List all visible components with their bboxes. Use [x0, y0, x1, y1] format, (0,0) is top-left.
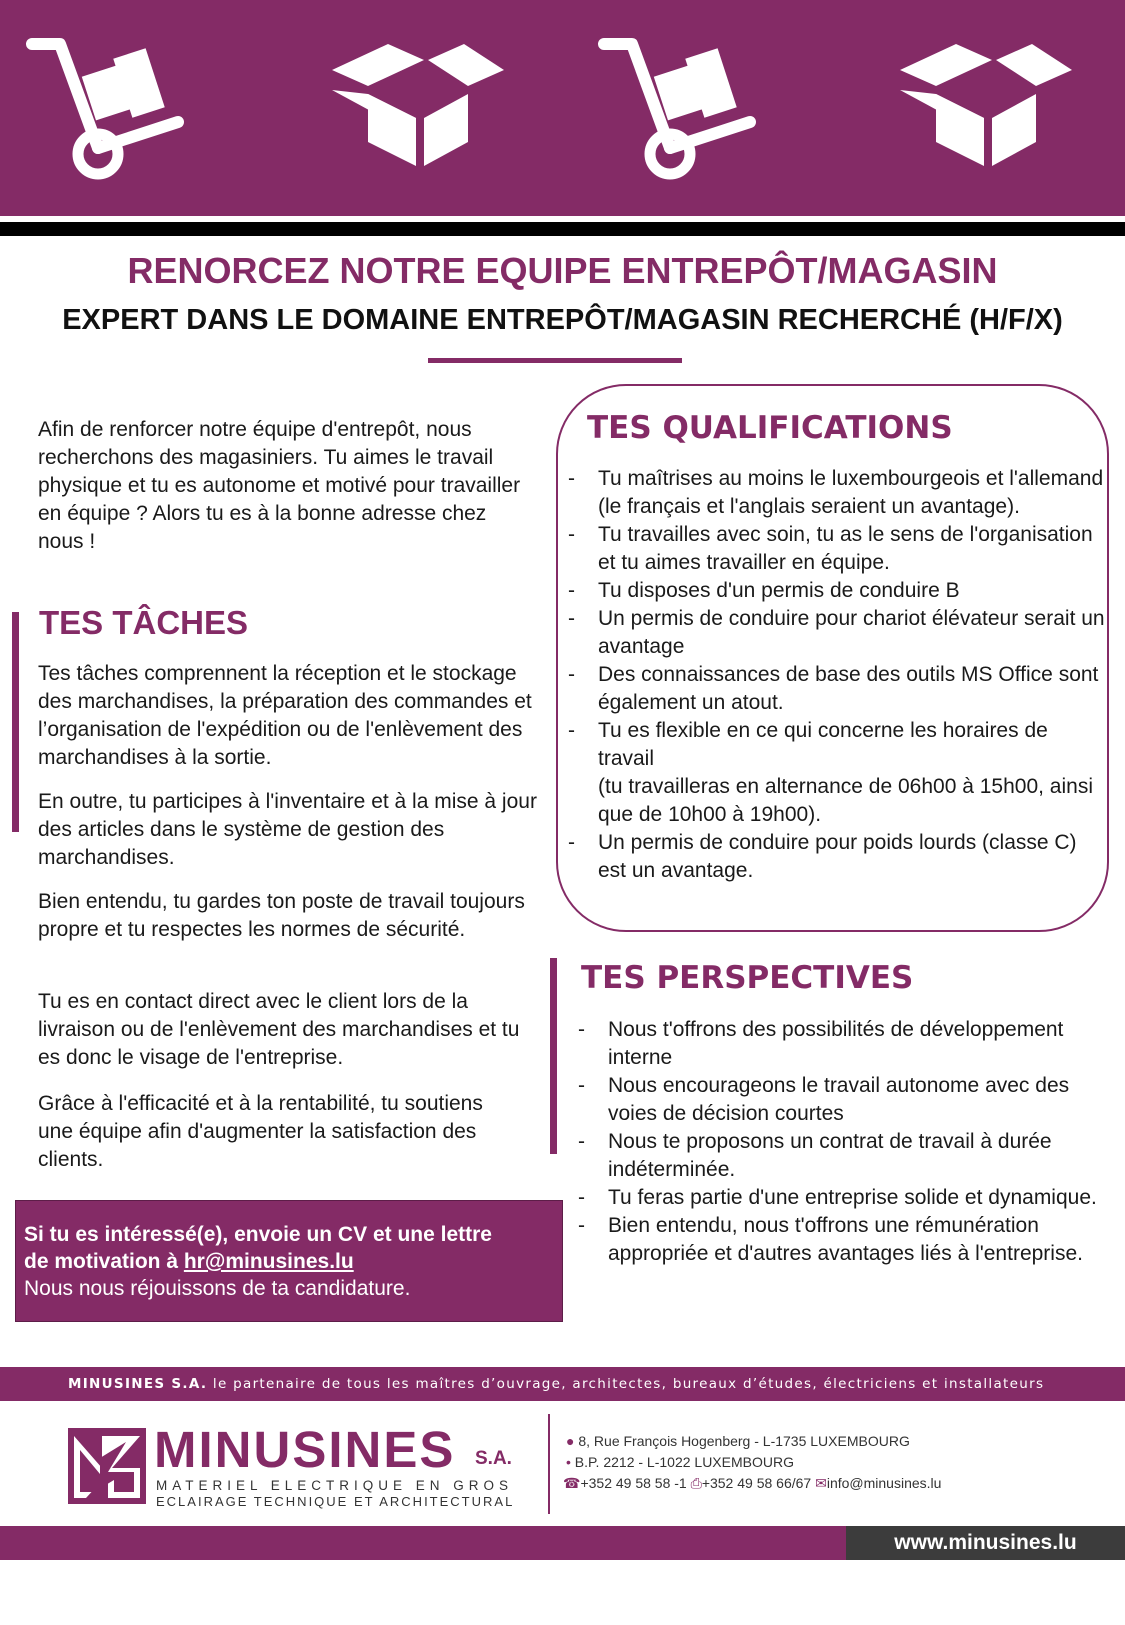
- list-item: - Tu es flexible en ce qui concerne les horaires de travail: [568, 717, 1108, 773]
- taches-paragraph: En outre, tu participes à l'inventaire et à la mise à jour des articles dans le système de gestion des marchandises.: [38, 790, 537, 869]
- contact-line: [563, 1475, 941, 1492]
- list-item: - Nous te proposons un contrat de travail à durée indéterminée.: [578, 1128, 1098, 1184]
- footer-tagline-strip: [0, 1367, 1125, 1401]
- perspectives-list: [578, 1016, 1098, 1268]
- perspectives-heading: TES PERSPECTIVES: [581, 960, 914, 996]
- hand-truck-icon: [598, 30, 758, 180]
- page-title: RENORCEZ NOTRE EQUIPE ENTREPÔT/MAGASIN: [127, 250, 998, 291]
- fax-icon: ⎙: [690, 1475, 702, 1491]
- mailbox-icon: •: [566, 1454, 571, 1470]
- taches-paragraph: Tes tâches comprennent la réception et le stockage des marchandises, la préparation des commandes et l’organisation de l'expédition ou de l'enlèvement des marchandises à la sortie.: [38, 662, 532, 769]
- taches-heading: TES TÂCHES: [39, 604, 249, 641]
- footer-email[interactable]: info@minusines.lu: [826, 1475, 942, 1491]
- fax-number: +352 49 58 66/67: [701, 1475, 812, 1491]
- taches-paragraph: Grâce à l'efficacité et à la rentabilité, tu soutiens une équipe afin d'augmenter la satisfaction des clients.: [38, 1092, 483, 1171]
- website-link[interactable]: www.minusines.lu: [846, 1526, 1125, 1560]
- address-line: ● 8, Rue François Hogenberg - L-1735 LUXEMBOURG: [566, 1433, 910, 1449]
- qualifications-heading: TES QUALIFICATIONS: [587, 410, 953, 446]
- list-item: - Tu maîtrises au moins le luxembourgeois et l'allemand (le français et l'anglais seraient un avantage).: [568, 465, 1108, 521]
- cta-line: Si tu es intéressé(e), envoie un CV et une lettre: [24, 1223, 492, 1246]
- open-box-icon: [896, 30, 1076, 170]
- taches-paragraph: Bien entendu, tu gardes ton poste de travail toujours propre et tu respectes les normes de sécurité.: [38, 890, 525, 941]
- hand-truck-icon: [26, 30, 186, 180]
- list-item: - Des connaissances de base des outils MS Office sont également un atout.: [568, 661, 1108, 717]
- address-line: • B.P. 2212 - L-1022 LUXEMBOURG: [566, 1454, 794, 1470]
- location-pin-icon: ●: [566, 1433, 575, 1449]
- section-accent-bar: [12, 612, 19, 832]
- logo-suffix: S.A.: [475, 1448, 512, 1469]
- footer-divider: [548, 1414, 550, 1514]
- section-accent-bar: [550, 958, 557, 1154]
- list-item: - Tu disposes d'un permis de conduire B: [568, 577, 1108, 605]
- intro-text: Afin de renforcer notre équipe d'entrepôt, nous recherchons des magasiniers. Tu aimes le travail physique et tu es autonome et motivé pour travailler en équipe ? Alors tu es à la bonne adresse chez nous !: [38, 418, 521, 553]
- phone-number: +352 49 58 58 -1: [580, 1475, 687, 1491]
- logo-tagline: ECLAIRAGE TECHNIQUE ET ARCHITECTURAL: [156, 1494, 515, 1509]
- strip-company: MINUSINES S.A.: [68, 1376, 208, 1392]
- minusines-logo-icon: [68, 1428, 146, 1504]
- email-icon: ✉: [815, 1475, 827, 1491]
- application-cta-box: [15, 1200, 563, 1322]
- phone-icon: ☎: [563, 1475, 581, 1491]
- header-banner: [0, 0, 1125, 216]
- list-item: - Nous encourageons le travail autonome avec des voies de décision courtes: [578, 1072, 1098, 1128]
- list-item: - Un permis de conduire pour poids lourds (classe C) est un avantage.: [568, 829, 1108, 885]
- logo-tagline: MATERIEL ELECTRIQUE EN GROS: [156, 1478, 514, 1493]
- list-item: - Bien entendu, nous t'offrons une rémunération appropriée et d'autres avantages liés à l'entreprise.: [578, 1212, 1098, 1268]
- cta-line: Nous nous réjouissons de ta candidature.: [24, 1277, 411, 1300]
- list-item: - Tu feras partie d'une entreprise solide et dynamique.: [578, 1184, 1098, 1212]
- cta-line: de motivation à: [24, 1250, 184, 1273]
- taches-paragraph: Tu es en contact direct avec le client lors de la livraison ou de l'enlèvement des marchandises et tu es donc le visage de l'entreprise.: [38, 990, 520, 1069]
- page-subtitle: EXPERT DANS LE DOMAINE ENTREPÔT/MAGASIN RECHERCHÉ (H/F/X): [62, 304, 1063, 336]
- qualifications-list: [568, 465, 1108, 885]
- banner-divider: [0, 222, 1125, 236]
- list-item: - Un permis de conduire pour chariot élévateur serait un avantage: [568, 605, 1108, 661]
- list-item: - Tu travailles avec soin, tu as le sens de l'organisation et tu aimes travailler en équipe.: [568, 521, 1108, 577]
- title-underline: [428, 358, 682, 363]
- list-item: - Nous t'offrons des possibilités de développement interne: [578, 1016, 1098, 1072]
- logo-wordmark: MINUSINES: [154, 1421, 456, 1478]
- open-box-icon: [328, 30, 508, 170]
- strip-text: le partenaire de tous les maîtres d’ouvrage, architectes, bureaux d’études, électriciens et installateurs: [207, 1376, 1045, 1392]
- list-item-continuation: (tu travailleras en alternance de 06h00 à 15h00, ainsi que de 10h00 à 19h00).: [598, 775, 1093, 826]
- cta-email-link[interactable]: hr@minusines.lu: [183, 1250, 354, 1273]
